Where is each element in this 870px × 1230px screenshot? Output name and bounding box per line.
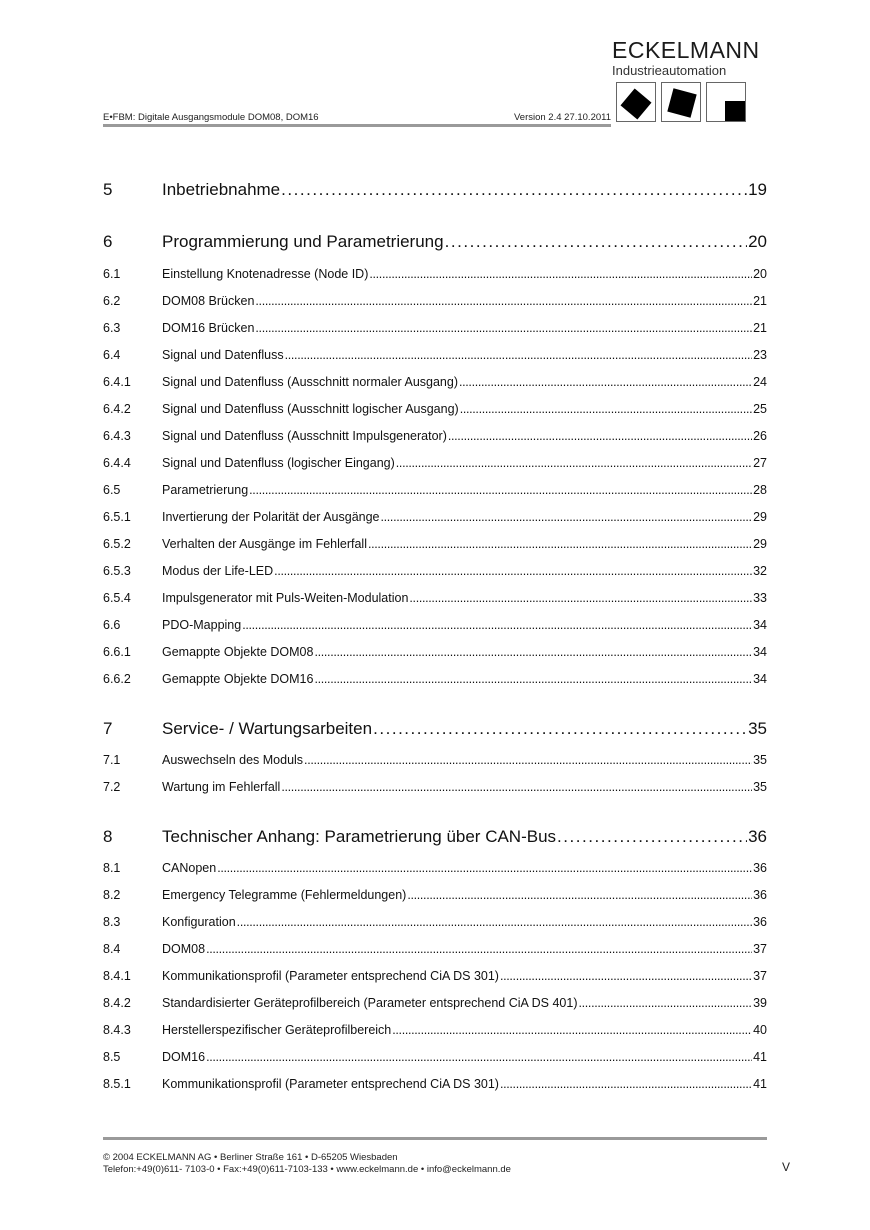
toc-entry[interactable]: [103, 180, 767, 200]
toc-entry[interactable]: [103, 1077, 767, 1091]
toc-entry[interactable]: [103, 861, 767, 875]
toc-leader-dots: [314, 645, 752, 659]
toc-entry-title: Inbetriebnahme: [162, 180, 281, 199]
toc-entry-number: 6.4.3: [103, 429, 131, 443]
toc-entry-title: Service- / Wartungsarbeiten: [162, 719, 373, 738]
toc-entry-title: Modus der Life-LED: [162, 564, 274, 578]
toc-entry[interactable]: [103, 996, 767, 1010]
toc-entry-title: Programmierung und Parametrierung: [162, 232, 444, 251]
toc-entry[interactable]: [103, 969, 767, 983]
toc-leader-dots: [237, 915, 752, 929]
toc-entry[interactable]: [103, 645, 767, 659]
toc-leader-dots: [242, 618, 752, 632]
toc-entry[interactable]: [103, 1023, 767, 1037]
toc-entry-page: 21: [753, 294, 767, 308]
toc-entry-title: Kommunikationsprofil (Parameter entsprechend CiA DS 301): [162, 969, 499, 983]
toc-leader-dots: [217, 861, 752, 875]
toc-entry-number: 8.4.3: [103, 1023, 131, 1037]
toc-entry[interactable]: [103, 537, 767, 551]
toc-entry-page: 24: [753, 375, 767, 389]
toc-entry-page: 26: [753, 429, 767, 443]
toc-entry-title: Auswechseln des Moduls: [162, 753, 304, 767]
toc-entry-number: 7: [103, 719, 113, 738]
toc-leader-dots: [373, 719, 747, 739]
logo-subtitle: Industrieautomation: [612, 63, 727, 78]
toc-entry-number: 6.5.1: [103, 510, 131, 524]
toc-entry-title: Signal und Datenfluss (Ausschnitt logischer Ausgang): [162, 402, 459, 416]
toc-entry-number: 6.4.2: [103, 402, 131, 416]
toc-entry-page: 19: [748, 180, 767, 199]
toc-entry[interactable]: [103, 780, 767, 794]
toc-entry-title: Gemappte Objekte DOM16: [162, 672, 314, 686]
toc-entry[interactable]: [103, 942, 767, 956]
toc-entry[interactable]: [103, 267, 767, 281]
toc-entry-number: 6.4: [103, 348, 121, 362]
toc-entry-number: 6.2: [103, 294, 121, 308]
toc-leader-dots: [500, 1077, 752, 1091]
page-footer: [103, 1152, 511, 1176]
toc-entry-title: Herstellerspezifischer Geräteprofilbereich: [162, 1023, 392, 1037]
toc-leader-dots: [281, 780, 752, 794]
footer-address: © 2004 ECKELMANN AG • Berliner Straße 161 • D-65205 Wiesbaden: [103, 1152, 398, 1163]
toc-leader-dots: [445, 232, 747, 252]
toc-entry-number: 8.5: [103, 1050, 121, 1064]
company-logo: [612, 38, 772, 78]
toc-leader-dots: [206, 942, 752, 956]
toc-entry-title: DOM16: [162, 1050, 206, 1064]
toc-entry-page: 36: [748, 827, 767, 846]
logo-square-rotated-icon: [616, 82, 656, 122]
toc-entry-number: 6.5.4: [103, 591, 131, 605]
toc-entry-title: Gemappte Objekte DOM08: [162, 645, 314, 659]
toc-entry-number: 8.1: [103, 861, 121, 875]
toc-leader-dots: [448, 429, 752, 443]
toc-entry-page: 39: [753, 996, 767, 1010]
toc-entry-number: 8.4: [103, 942, 121, 956]
toc-entry-page: 20: [748, 232, 767, 251]
toc-entry-title: Parametrierung: [162, 483, 249, 497]
toc-entry-number: 6.5: [103, 483, 121, 497]
toc-entry-number: 6.4.1: [103, 375, 131, 389]
toc-entry-page: 21: [753, 321, 767, 335]
toc-entry-title: Emergency Telegramme (Fehlermeldungen): [162, 888, 407, 902]
toc-entry[interactable]: [103, 294, 767, 308]
toc-leader-dots: [500, 969, 752, 983]
footer-contact: Telefon:+49(0)611- 7103-0 • Fax:+49(0)611-7103-133 • www.eckelmann.de • info@eckelmann.de: [103, 1164, 511, 1175]
toc-entry-page: 41: [753, 1077, 767, 1091]
toc-entry-page: 29: [753, 510, 767, 524]
toc-leader-dots: [460, 402, 752, 416]
toc-entry-title: Impulsgenerator mit Puls-Weiten-Modulation: [162, 591, 409, 605]
toc-entry-title: Wartung im Fehlerfall: [162, 780, 281, 794]
toc-leader-dots: [304, 753, 752, 767]
toc-leader-dots: [579, 996, 753, 1010]
toc-leader-dots: [274, 564, 752, 578]
toc-entry[interactable]: [103, 827, 767, 847]
toc-entry-page: 29: [753, 537, 767, 551]
toc-entry-title: Standardisierter Geräteprofilbereich (Parameter entsprechend CiA DS 401): [162, 996, 578, 1010]
toc-entry-number: 8.3: [103, 915, 121, 929]
header-divider: [103, 124, 611, 127]
toc-leader-dots: [392, 1023, 752, 1037]
toc-entry-page: 41: [753, 1050, 767, 1064]
toc-entry-number: 8.5.1: [103, 1077, 131, 1091]
toc-entry-number: 6.6.1: [103, 645, 131, 659]
toc-entry-title: Signal und Datenfluss (Ausschnitt Impulsgenerator): [162, 429, 447, 443]
toc-entry-title: CANopen: [162, 861, 217, 875]
toc-entry-page: 37: [753, 969, 767, 983]
toc-entry-title: DOM08 Brücken: [162, 294, 255, 308]
toc-entry-page: 23: [753, 348, 767, 362]
toc-leader-dots: [255, 294, 752, 308]
toc-leader-dots: [369, 267, 752, 281]
toc-entry[interactable]: [103, 232, 767, 252]
toc-entry[interactable]: [103, 719, 767, 739]
toc-entry[interactable]: [103, 456, 767, 470]
toc-entry-number: 7.1: [103, 753, 121, 767]
document-title: E•FBM: Digitale Ausgangsmodule DOM08, DOM16: [103, 112, 319, 123]
toc-entry-page: 35: [753, 753, 767, 767]
toc-entry-title: Signal und Datenfluss (logischer Eingang): [162, 456, 395, 470]
toc-entry-number: 8.4.1: [103, 969, 131, 983]
toc-entry[interactable]: [103, 510, 767, 524]
toc-entry[interactable]: [103, 483, 767, 497]
toc-entry-page: 34: [753, 645, 767, 659]
toc-leader-dots: [314, 672, 752, 686]
toc-entry-page: 34: [753, 618, 767, 632]
toc-entry-title: Verhalten der Ausgänge im Fehlerfall: [162, 537, 367, 551]
toc-leader-dots: [396, 456, 752, 470]
toc-entry-page: 36: [753, 915, 767, 929]
toc-entry-title: Signal und Datenfluss (Ausschnitt normaler Ausgang): [162, 375, 458, 389]
toc-entry-title: Kommunikationsprofil (Parameter entsprechend CiA DS 301): [162, 1077, 499, 1091]
toc-entry-page: 35: [753, 780, 767, 794]
toc-entry[interactable]: [103, 888, 767, 902]
toc-entry-number: 6.5.2: [103, 537, 131, 551]
toc-entry-number: 6.6: [103, 618, 121, 632]
toc-leader-dots: [249, 483, 752, 497]
logo-square-straight-icon: [706, 82, 746, 122]
toc-entry[interactable]: [103, 672, 767, 686]
toc-entry-number: 7.2: [103, 780, 121, 794]
toc-leader-dots: [381, 510, 753, 524]
toc-entry-page: 27: [753, 456, 767, 470]
toc-entry-title: Invertierung der Polarität der Ausgänge: [162, 510, 380, 524]
toc-leader-dots: [409, 591, 752, 605]
toc-entry-page: 35: [748, 719, 767, 738]
toc-entry-page: 28: [753, 483, 767, 497]
toc-leader-dots: [459, 375, 752, 389]
toc-entry-title: Einstellung Knotenadresse (Node ID): [162, 267, 369, 281]
toc-entry[interactable]: [103, 1050, 767, 1064]
logo-name: ECKELMANN: [612, 37, 760, 63]
toc-entry[interactable]: [103, 321, 767, 335]
toc-entry[interactable]: [103, 402, 767, 416]
toc-entry[interactable]: [103, 915, 767, 929]
toc-entry-number: 6.4.4: [103, 456, 131, 470]
toc-leader-dots: [407, 888, 752, 902]
toc-entry-number: 6.1: [103, 267, 121, 281]
toc-entry-title: DOM16 Brücken: [162, 321, 255, 335]
document-version: Version 2.4 27.10.2011: [513, 112, 611, 123]
toc-entry-number: 5: [103, 180, 113, 199]
toc-leader-dots: [255, 321, 752, 335]
toc-entry[interactable]: [103, 429, 767, 443]
toc-entry-page: 25: [753, 402, 767, 416]
toc-leader-dots: [206, 1050, 752, 1064]
toc-entry-page: 34: [753, 672, 767, 686]
toc-entry[interactable]: [103, 564, 767, 578]
toc-entry-page: 36: [753, 861, 767, 875]
toc-entry-number: 8.2: [103, 888, 121, 902]
logo-squares-icon: [616, 82, 746, 122]
toc-entry-page: 20: [753, 267, 767, 281]
toc-entry[interactable]: [103, 348, 767, 362]
toc-entry-page: 37: [753, 942, 767, 956]
toc-entry-title: PDO-Mapping: [162, 618, 242, 632]
toc-entry-number: 6: [103, 232, 113, 251]
toc-entry-number: 8: [103, 827, 113, 846]
toc-entry[interactable]: [103, 753, 767, 767]
toc-entry[interactable]: [103, 591, 767, 605]
toc-entry-page: 33: [753, 591, 767, 605]
page-number: V: [782, 1160, 791, 1174]
logo-square-tilted-icon: [661, 82, 701, 122]
toc-leader-dots: [557, 827, 747, 847]
toc-entry-title: Konfiguration: [162, 915, 236, 929]
toc-entry-number: 6.5.3: [103, 564, 131, 578]
toc-entry-number: 6.3: [103, 321, 121, 335]
toc-entry-number: 8.4.2: [103, 996, 131, 1010]
toc-entry-title: DOM08: [162, 942, 206, 956]
footer-divider: [103, 1137, 767, 1140]
toc-leader-dots: [368, 537, 752, 551]
toc-entry-title: Signal und Datenfluss: [162, 348, 284, 362]
toc-leader-dots: [285, 348, 752, 362]
toc-leader-dots: [281, 180, 747, 200]
toc-entry[interactable]: [103, 375, 767, 389]
toc-entry-page: 32: [753, 564, 767, 578]
toc-entry-page: 40: [753, 1023, 767, 1037]
toc-entry-number: 6.6.2: [103, 672, 131, 686]
toc-entry[interactable]: [103, 618, 767, 632]
toc-entry-page: 36: [753, 888, 767, 902]
toc-entry-title: Technischer Anhang: Parametrierung über CAN-Bus: [162, 827, 557, 846]
